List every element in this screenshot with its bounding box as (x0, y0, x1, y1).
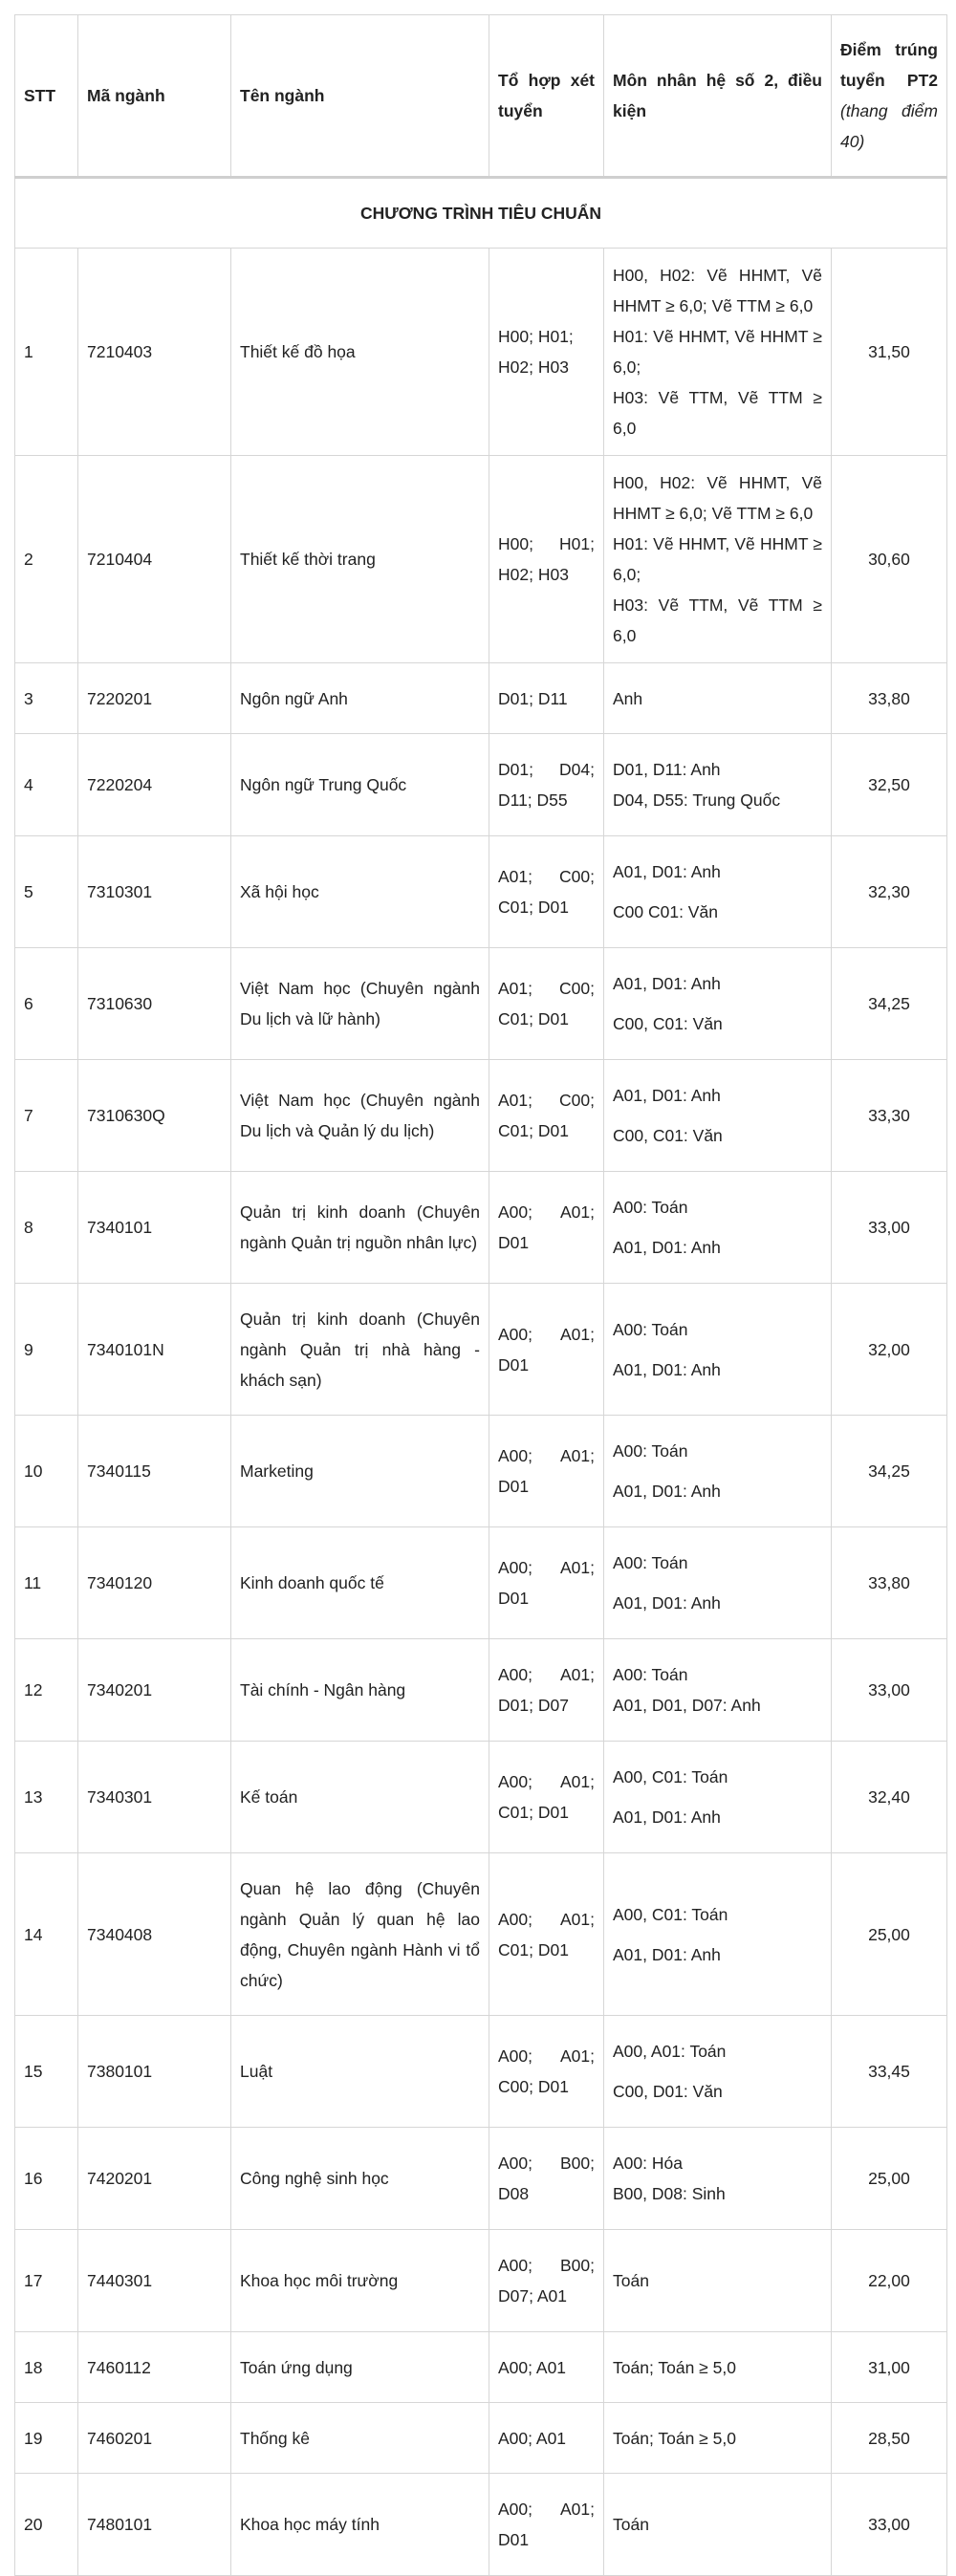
cell-code: 7310301 (78, 836, 231, 948)
cell-subject-line: A00: Toán (613, 1198, 688, 1217)
cell-combo (489, 2474, 604, 2576)
table-row (15, 2403, 947, 2474)
cell-subject-line: D01, D11: Anh (613, 760, 721, 779)
cell-subject-line: Anh (613, 688, 643, 708)
cell-stt: 14 (15, 1853, 78, 2016)
cell-subject-line: Toán (613, 2271, 649, 2290)
cell-name: Thống kê (231, 2403, 489, 2474)
table-row (15, 1527, 947, 1639)
cell-subject (604, 2016, 832, 2128)
cell-subject-line: H03: Vẽ TTM, Vẽ TTM ≥ 6,0 (613, 595, 822, 645)
cell-score: 34,25 (832, 1416, 947, 1527)
cell-combo-line: A00; A01; C00; D01 (498, 2046, 595, 2096)
cell-name: Kinh doanh quốc tế (231, 1527, 489, 1639)
table-row (15, 1416, 947, 1527)
table-row (15, 1284, 947, 1416)
cell-combo-line: A00; A01 (498, 2428, 567, 2448)
cell-subject (604, 2128, 832, 2230)
cell-stt: 13 (15, 1742, 78, 1853)
table-row (15, 2128, 947, 2230)
cell-name: Marketing (231, 1416, 489, 1527)
cell-score: 34,25 (832, 948, 947, 1060)
cell-combo-line: H00; H01; (498, 327, 574, 346)
cell-combo (489, 836, 604, 948)
cell-code: 7340101 (78, 1172, 231, 1284)
cell-combo-line: A00; A01; D01; D07 (498, 1665, 595, 1715)
table-row (15, 1639, 947, 1742)
cell-combo-line: A00; A01; D01 (498, 1446, 595, 1496)
cell-score: 33,45 (832, 2016, 947, 2128)
cell-subject-line: A00, C01: Toán (613, 1767, 728, 1786)
table-row (15, 2016, 947, 2128)
cell-subject (604, 2332, 832, 2403)
cell-stt: 12 (15, 1639, 78, 1742)
cell-subject-line: A01, D01: Anh (613, 1359, 721, 1379)
table-row (15, 1742, 947, 1853)
cell-subject-line: A00: Toán (613, 1441, 688, 1461)
cell-code: 7340101N (78, 1284, 231, 1416)
cell-name: Công nghệ sinh học (231, 2128, 489, 2230)
cell-score: 30,60 (832, 456, 947, 663)
cell-name: Việt Nam học (Chuyên ngành Du lịch và lữ hành) (231, 948, 489, 1060)
cell-score: 28,50 (832, 2403, 947, 2474)
cell-combo-line: A00; B00; D08 (498, 2154, 595, 2203)
cell-subject (604, 1527, 832, 1639)
cell-score: 32,00 (832, 1284, 947, 1416)
header-code: Mã ngành (78, 15, 231, 178)
cell-subject-line: A01, D01: Anh (613, 1482, 721, 1501)
cell-combo (489, 1060, 604, 1172)
cell-subject-line: C00 C01: Văn (613, 902, 718, 921)
cell-score: 31,50 (832, 249, 947, 456)
cell-subject-line: A00: Toán (613, 1319, 688, 1339)
cell-subject-line: A00: Toán (613, 1665, 688, 1684)
cell-name: Quan hệ lao động (Chuyên ngành Quản lý quan hệ lao động, Chuyên ngành Hành vi tổ chức) (231, 1853, 489, 2016)
cell-combo (489, 1639, 604, 1742)
cell-score: 31,00 (832, 2332, 947, 2403)
cell-score: 33,80 (832, 663, 947, 734)
header-score-label: Điểm trúng tuyển PT2 (840, 40, 938, 90)
cell-subject (604, 2230, 832, 2332)
cell-combo (489, 1853, 604, 2016)
cell-score: 33,30 (832, 1060, 947, 1172)
cell-subject-line: A01, D01: Anh (613, 1238, 721, 1257)
cell-subject-line: A00, A01: Toán (613, 2042, 727, 2061)
cell-stt: 17 (15, 2230, 78, 2332)
cell-combo (489, 1527, 604, 1639)
cell-score: 32,40 (832, 1742, 947, 1853)
cell-name: Thiết kế thời trang (231, 456, 489, 663)
admission-table-container (14, 14, 946, 2576)
cell-combo (489, 1284, 604, 1416)
cell-code: 7220201 (78, 663, 231, 734)
admission-scores-table (14, 14, 947, 2576)
table-row (15, 836, 947, 948)
cell-name: Kế toán (231, 1742, 489, 1853)
cell-name: Quản trị kinh doanh (Chuyên ngành Quản trị nguồn nhân lực) (231, 1172, 489, 1284)
table-row (15, 948, 947, 1060)
cell-name: Ngôn ngữ Anh (231, 663, 489, 734)
cell-combo-line: A01; C00; C01; D01 (498, 867, 595, 917)
cell-combo-line: A00; A01; D01 (498, 1558, 595, 1608)
cell-subject-line: A00, C01: Toán (613, 1904, 728, 1924)
table-row (15, 2230, 947, 2332)
cell-combo (489, 1416, 604, 1527)
cell-stt: 8 (15, 1172, 78, 1284)
cell-stt: 2 (15, 456, 78, 663)
cell-subject-line: A01, D01: Anh (613, 1086, 721, 1105)
cell-combo-line: A01; C00; C01; D01 (498, 979, 595, 1028)
cell-subject-line: H01: Vẽ HHMT, Vẽ HHMT ≥ 6,0; (613, 327, 822, 377)
cell-subject (604, 1172, 832, 1284)
cell-name: Tài chính - Ngân hàng (231, 1639, 489, 1742)
cell-code: 7420201 (78, 2128, 231, 2230)
header-subject: Môn nhân hệ số 2, điều kiện (604, 15, 832, 178)
table-row (15, 456, 947, 663)
cell-code: 7310630 (78, 948, 231, 1060)
table-row (15, 2474, 947, 2576)
cell-score: 32,30 (832, 836, 947, 948)
cell-combo-line: H02; H03 (498, 357, 569, 377)
cell-name: Thiết kế đồ họa (231, 249, 489, 456)
cell-name: Toán ứng dụng (231, 2332, 489, 2403)
table-row (15, 1172, 947, 1284)
cell-combo (489, 663, 604, 734)
cell-subject-line: A01, D01: Anh (613, 1593, 721, 1613)
cell-subject-line: A01, D01, D07: Anh (613, 1696, 761, 1715)
cell-combo (489, 2332, 604, 2403)
cell-stt: 4 (15, 734, 78, 836)
cell-name: Quản trị kinh doanh (Chuyên ngành Quản trị nhà hàng - khách sạn) (231, 1284, 489, 1416)
cell-subject (604, 1742, 832, 1853)
section-title: CHƯƠNG TRÌNH TIÊU CHUẨN (15, 178, 947, 249)
cell-code: 7340408 (78, 1853, 231, 2016)
cell-stt: 18 (15, 2332, 78, 2403)
cell-code: 7340120 (78, 1527, 231, 1639)
cell-name: Xã hội học (231, 836, 489, 948)
cell-name: Khoa học máy tính (231, 2474, 489, 2576)
cell-code: 7480101 (78, 2474, 231, 2576)
cell-subject-line: H00, H02: Vẽ HHMT, Vẽ HHMT ≥ 6,0; Vẽ TTM ≥ 6,0 (613, 266, 822, 315)
table-row (15, 1060, 947, 1172)
table-row (15, 734, 947, 836)
cell-name: Luật (231, 2016, 489, 2128)
cell-combo-line: D01; D04; D11; D55 (498, 760, 595, 810)
table-row (15, 1853, 947, 2016)
cell-combo (489, 2403, 604, 2474)
cell-code: 7440301 (78, 2230, 231, 2332)
table-row (15, 249, 947, 456)
cell-subject-line: C00, D01: Văn (613, 2082, 723, 2101)
cell-subject (604, 1853, 832, 2016)
cell-subject-line: A01, D01: Anh (613, 974, 721, 993)
cell-stt: 3 (15, 663, 78, 734)
cell-stt: 10 (15, 1416, 78, 1527)
cell-subject-line: A01, D01: Anh (613, 862, 721, 881)
cell-subject-line: Toán (613, 2515, 649, 2534)
cell-code: 7460112 (78, 2332, 231, 2403)
cell-code: 7340301 (78, 1742, 231, 1853)
cell-stt: 20 (15, 2474, 78, 2576)
cell-combo-line: A00; A01 (498, 2357, 567, 2377)
cell-subject (604, 456, 832, 663)
cell-name: Khoa học môi trường (231, 2230, 489, 2332)
cell-stt: 9 (15, 1284, 78, 1416)
cell-subject (604, 663, 832, 734)
cell-subject (604, 948, 832, 1060)
header-combo: Tổ hợp xét tuyển (489, 15, 604, 178)
cell-score: 33,00 (832, 1172, 947, 1284)
cell-subject-line: C00, C01: Văn (613, 1126, 723, 1145)
cell-code: 7460201 (78, 2403, 231, 2474)
cell-combo (489, 2128, 604, 2230)
cell-score: 25,00 (832, 2128, 947, 2230)
cell-combo-line: H00; H01; H02; H03 (498, 534, 595, 584)
cell-combo-line: A00; A01; D01 (498, 1202, 595, 1252)
cell-subject-line: H00, H02: Vẽ HHMT, Vẽ HHMT ≥ 6,0; Vẽ TTM ≥ 6,0 (613, 473, 822, 523)
cell-subject (604, 1416, 832, 1527)
cell-subject-line: H03: Vẽ TTM, Vẽ TTM ≥ 6,0 (613, 388, 822, 438)
table-header-row (15, 15, 947, 178)
cell-code: 7340201 (78, 1639, 231, 1742)
cell-score: 32,50 (832, 734, 947, 836)
cell-combo (489, 734, 604, 836)
header-score-note: (thang điểm 40) (840, 101, 938, 151)
cell-combo (489, 2016, 604, 2128)
cell-subject-line: A01, D01: Anh (613, 1944, 721, 1964)
cell-subject (604, 2474, 832, 2576)
cell-code: 7210404 (78, 456, 231, 663)
cell-combo-line: D01; D11 (498, 688, 568, 708)
cell-subject (604, 836, 832, 948)
cell-subject-line: A01, D01: Anh (613, 1808, 721, 1827)
cell-code: 7340115 (78, 1416, 231, 1527)
cell-combo (489, 1742, 604, 1853)
cell-subject-line: C00, C01: Văn (613, 1014, 723, 1033)
cell-code: 7380101 (78, 2016, 231, 2128)
cell-subject-line: B00, D08: Sinh (613, 2184, 726, 2203)
cell-score: 33,00 (832, 2474, 947, 2576)
cell-combo (489, 948, 604, 1060)
cell-stt: 6 (15, 948, 78, 1060)
cell-subject (604, 1639, 832, 1742)
cell-score: 22,00 (832, 2230, 947, 2332)
cell-subject-line: Toán; Toán ≥ 5,0 (613, 2357, 736, 2377)
cell-code: 7210403 (78, 249, 231, 456)
header-stt: STT (15, 15, 78, 178)
cell-score: 33,80 (832, 1527, 947, 1639)
cell-combo-line: A00; A01; C01; D01 (498, 1909, 595, 1959)
cell-stt: 15 (15, 2016, 78, 2128)
cell-stt: 19 (15, 2403, 78, 2474)
cell-stt: 5 (15, 836, 78, 948)
cell-subject-line: A00: Toán (613, 1553, 688, 1572)
cell-combo-line: A00; B00; D07; A01 (498, 2256, 595, 2305)
cell-subject-line: Toán; Toán ≥ 5,0 (613, 2428, 736, 2448)
cell-stt: 1 (15, 249, 78, 456)
cell-subject (604, 1060, 832, 1172)
table-row (15, 663, 947, 734)
cell-name: Việt Nam học (Chuyên ngành Du lịch và Quản lý du lịch) (231, 1060, 489, 1172)
cell-code: 7220204 (78, 734, 231, 836)
cell-combo-line: A00; A01; C01; D01 (498, 1772, 595, 1822)
section-row (15, 178, 947, 249)
cell-subject (604, 1284, 832, 1416)
cell-stt: 7 (15, 1060, 78, 1172)
cell-combo (489, 456, 604, 663)
cell-subject-line: A00: Hóa (613, 2154, 683, 2173)
cell-score: 33,00 (832, 1639, 947, 1742)
cell-combo (489, 1172, 604, 1284)
cell-subject (604, 2403, 832, 2474)
table-row (15, 2332, 947, 2403)
cell-subject-line: D04, D55: Trung Quốc (613, 790, 781, 810)
header-name: Tên ngành (231, 15, 489, 178)
cell-name: Ngôn ngữ Trung Quốc (231, 734, 489, 836)
cell-combo-line: A00; A01; D01 (498, 1324, 595, 1375)
header-score (832, 15, 947, 178)
cell-subject (604, 734, 832, 836)
cell-combo-line: A00; A01; D01 (498, 2500, 595, 2549)
cell-score: 25,00 (832, 1853, 947, 2016)
cell-combo (489, 249, 604, 456)
cell-stt: 16 (15, 2128, 78, 2230)
cell-combo-line: A01; C00; C01; D01 (498, 1091, 595, 1140)
cell-stt: 11 (15, 1527, 78, 1639)
cell-code: 7310630Q (78, 1060, 231, 1172)
cell-subject (604, 249, 832, 456)
cell-subject-line: H01: Vẽ HHMT, Vẽ HHMT ≥ 6,0; (613, 534, 822, 584)
cell-combo (489, 2230, 604, 2332)
